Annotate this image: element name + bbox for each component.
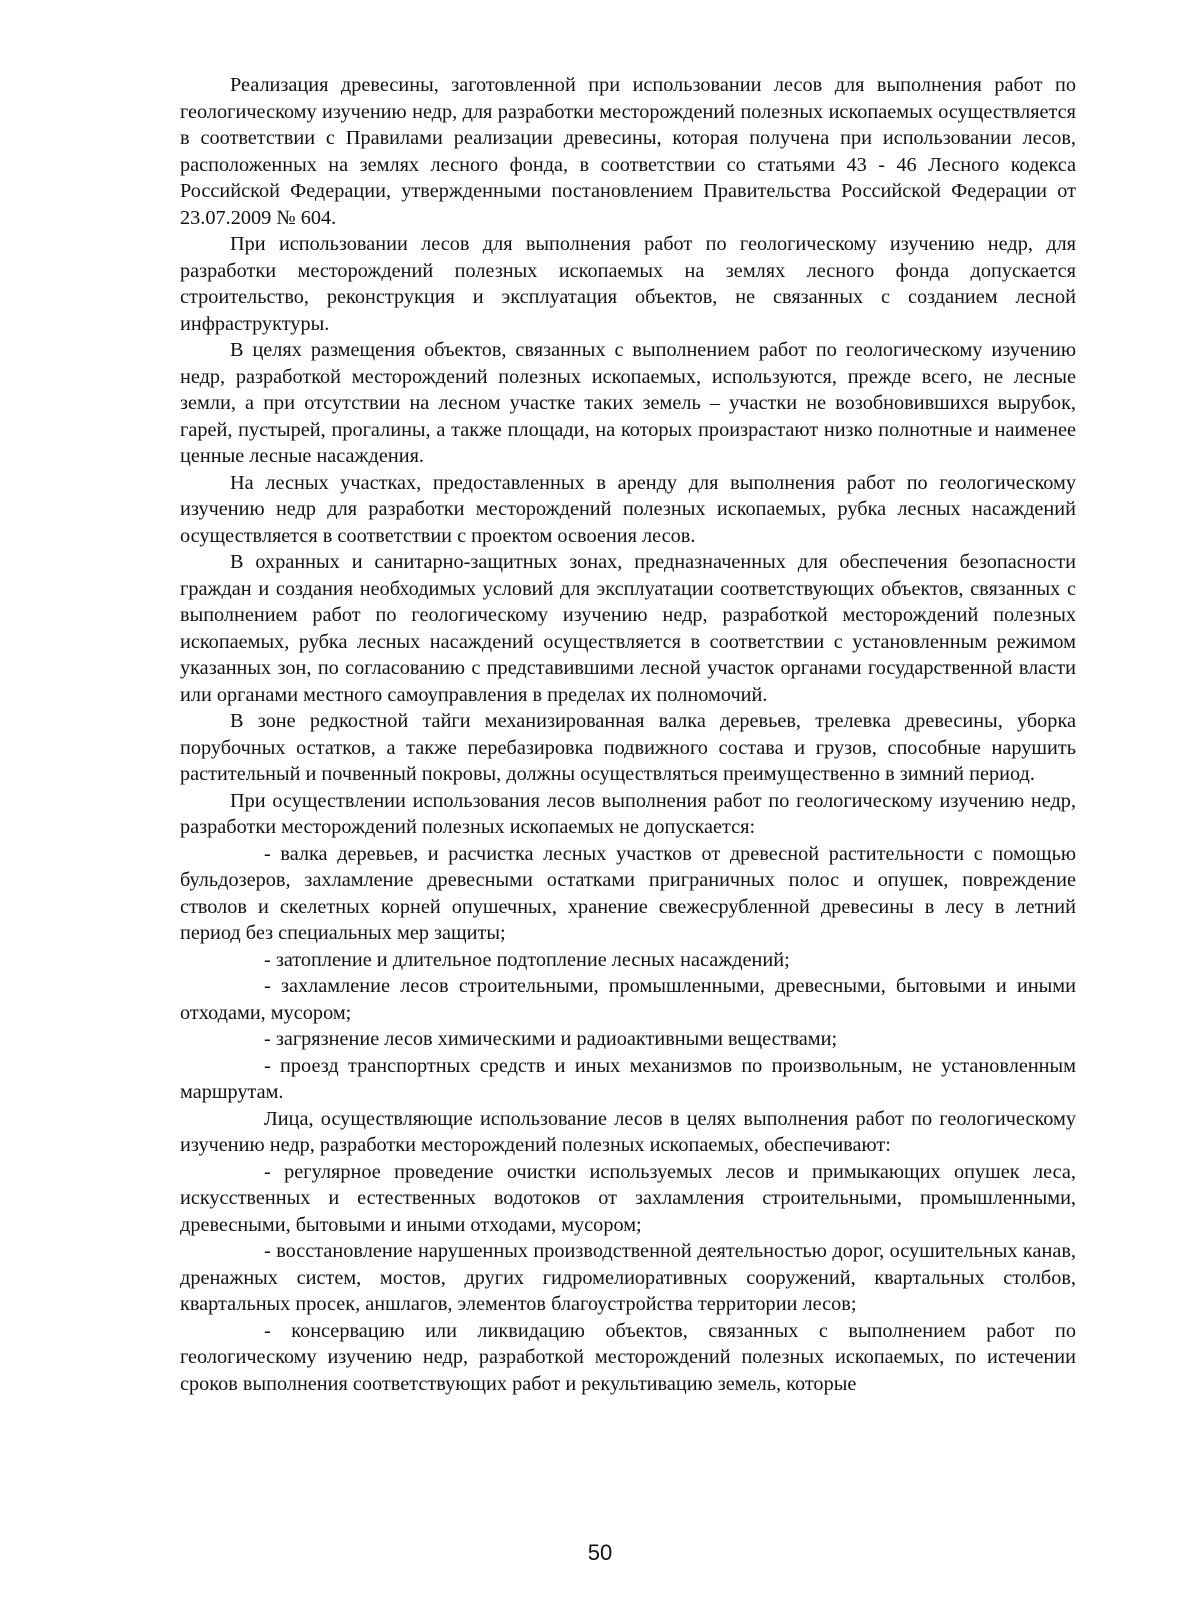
list-item: - валка деревьев, и расчистка лесных участков от древесной растительности с помощью бульдозеров, захламление древесными остатками приграничных полос и опушек, повреждение стволов и скелетных корней опушечных, хранение свежесрубленной древесины в лесу в летний период без специальных мер защиты;: [180, 842, 1076, 944]
list-item: - затопление и длительное подтопление лесных насаждений;: [264, 948, 790, 971]
paragraph: При использовании лесов для выполнения работ по геологическому изучению недр, для разработки месторождений полезных ископаемых на землях лесного фонда допускается строительство, реконструкция и эксплуатация объектов, не связанных с созданием лесной инфраструктуры.: [180, 233, 1076, 335]
list-item: - консервацию или ликвидацию объектов, связанных с выполнением работ по геологическому изучению недр, разработкой месторождений полезных ископаемых, по истечении сроков выполнения соответствующих работ и рекультивацию земель, которые: [180, 1319, 1076, 1395]
paragraph: Реализация древесины, заготовленной при использовании лесов для выполнения работ по геологическому изучению недр, для разработки месторождений полезных ископаемых осуществляется в соответствии с Правилами реализации древесины, которая получена при использовании лесов, расположенных на землях лесного фонда, в соответствии со статьями 43 - 46 Лесного кодекса Российской Федерации, утвержденными постановлением Правительства Российской Федерации от 23.07.2009 № 604.: [180, 74, 1076, 229]
list-item: - загрязнение лесов химическими и радиоактивными веществами;: [264, 1028, 838, 1050]
document-body: [180, 72, 1076, 1397]
list-item: - проезд транспортных средств и иных механизмов по произвольным, не установленным маршрутам.: [180, 1054, 1076, 1103]
list-item: - регулярное проведение очистки используемых лесов и примыкающих опушек леса, искусственных и естественных водотоков от захламления строительными, промышленными, древесными, бытовыми и иными отходами, мусором;: [180, 1160, 1076, 1236]
list-item: - восстановление нарушенных производственной деятельностью дорог, осушительных канав, дренажных систем, мостов, других гидромелиоративных сооружений, квартальных столбов, квартальных просек, аншлагов, элементов благоустройства территории лесов;: [180, 1240, 1076, 1315]
paragraph: На лесных участках, предоставленных в аренду для выполнения работ по геологическому изучению недр для разработки месторождений полезных ископаемых, рубка лесных насаждений осуществляется в соответствии с проектом освоения лесов.: [180, 471, 1076, 547]
list-item: - захламление лесов строительными, промышленными, древесными, бытовыми и иными отходами, мусором;: [180, 975, 1076, 1024]
paragraph: В зоне редкостной тайги механизированная валка деревьев, трелевка древесины, уборка порубочных остатков, а также перебазировка подвижного состава и грузов, способные нарушить растительный и почвенный покровы, должны осуществляться преимущественно в зимний период.: [180, 710, 1076, 785]
page-number: 50: [587, 1540, 613, 1565]
paragraph: При осуществлении использования лесов выполнения работ по геологическому изучению недр, разработки месторождений полезных ископаемых не допускается:: [180, 789, 1076, 838]
paragraph: В целях размещения объектов, связанных с выполнением работ по геологическому изучению недр, разработкой месторождений полезных ископаемых, используются, прежде всего, не лесные земли, а при отсутствии на лесном участке таких земель – участки не возобновившихся вырубок, гарей, пустырей, прогалины, а также площади, на которых произрастают низко полнотные и наименее ценные лесные насаждения.: [180, 339, 1076, 467]
paragraph: Лица, осуществляющие использование лесов в целях выполнения работ по геологическому изучению недр, разработки месторождений полезных ископаемых, обеспечивают:: [180, 1107, 1076, 1156]
paragraph: В охранных и санитарно-защитных зонах, предназначенных для обеспечения безопасности граждан и создания необходимых условий для эксплуатации соответствующих объектов, связанных с выполнением работ по геологическому изучению недр, разработкой месторождений полезных ископаемых, рубка лесных насаждений осуществляется в соответствии с установленным режимом указанных зон, по согласованию с представившими лесной участок органами государственной власти или органами местного самоуправления в пределах их полномочий.: [180, 551, 1076, 706]
